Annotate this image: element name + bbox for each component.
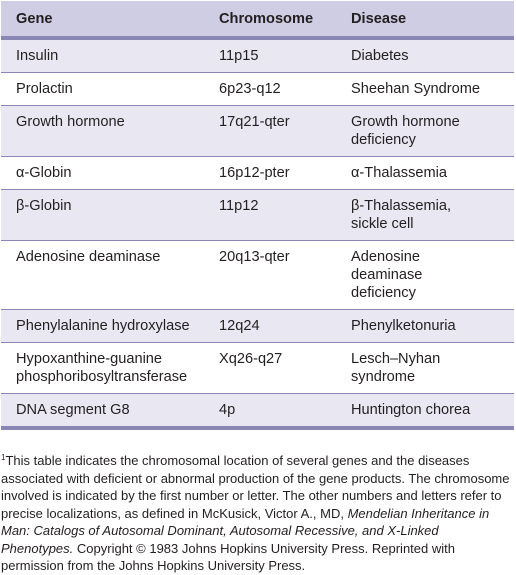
cell-disease: β-Thalassemia, sickle cell — [351, 190, 514, 241]
footnote-book-title: Mendelian Inheritance in Man: Catalogs of Autosomal Dominant, Autosomal Recessive, and X-Linked Phenotypes. — [1, 505, 490, 556]
cell-chromosome: 20q13-qter — [219, 241, 351, 310]
cell-chromosome: 17q21-qter — [219, 106, 351, 157]
footnote-marker: 1 — [1, 453, 6, 462]
cell-chromosome: 4p — [219, 394, 351, 429]
table-row — [1, 190, 514, 241]
cell-chromosome: 16p12-pter — [219, 157, 351, 190]
cell-gene: Hypoxanthine-guanine phosphoribosyltransferase — [1, 343, 219, 394]
table-row — [1, 343, 514, 394]
cell-gene: β-Globin — [1, 190, 219, 241]
header-disease: Disease — [351, 1, 514, 38]
cell-disease: Adenosine deaminase deficiency — [351, 241, 514, 310]
cell-gene: Phenylalanine hydroxylase — [1, 310, 219, 343]
cell-gene: Growth hormone — [1, 106, 219, 157]
cell-disease: α-Thalassemia — [351, 157, 514, 190]
table-row — [1, 394, 514, 429]
footnote-text-1: This table indicates the chromosomal location of several genes and the diseases associated with deficient or abnormal production of the gene products. The chromosome involved is indicated by the first number or letter. The other numbers and letters refer to precise localizations, as defined in McKusick, Victor A., MD, — [1, 453, 510, 521]
cell-disease: Growth hormone deficiency — [351, 106, 514, 157]
cell-disease: Sheehan Syndrome — [351, 73, 514, 106]
cell-disease: Lesch–Nyhan syndrome — [351, 343, 514, 394]
cell-chromosome: 12q24 — [219, 310, 351, 343]
table-row — [1, 38, 514, 73]
gene-chromosome-disease-table — [1, 1, 514, 430]
table-row — [1, 157, 514, 190]
header-gene: Gene — [1, 1, 219, 38]
cell-disease: Diabetes — [351, 38, 514, 73]
cell-chromosome: 11p12 — [219, 190, 351, 241]
cell-gene: Prolactin — [1, 73, 219, 106]
cell-gene: Insulin — [1, 38, 219, 73]
table-header-row — [1, 1, 514, 38]
table-row — [1, 106, 514, 157]
cell-disease: Phenylketonuria — [351, 310, 514, 343]
cell-disease: Huntington chorea — [351, 394, 514, 429]
table-body — [1, 38, 514, 428]
cell-gene: Adenosine deaminase — [1, 241, 219, 310]
cell-chromosome: 11p15 — [219, 38, 351, 73]
cell-chromosome: Xq26-q27 — [219, 343, 351, 394]
cell-gene: α-Globin — [1, 157, 219, 190]
header-chromosome: Chromosome — [219, 1, 351, 38]
table-row — [1, 310, 514, 343]
table-row — [1, 241, 514, 310]
cell-chromosome: 6p23-q12 — [219, 73, 351, 106]
table-row — [1, 73, 514, 106]
footnote-text-2: Copyright © 1983 Johns Hopkins University Press. Reprinted with permission from the Johns Hopkins University Press. — [1, 540, 455, 573]
table-footnote — [1, 452, 513, 575]
cell-gene: DNA segment G8 — [1, 394, 219, 429]
